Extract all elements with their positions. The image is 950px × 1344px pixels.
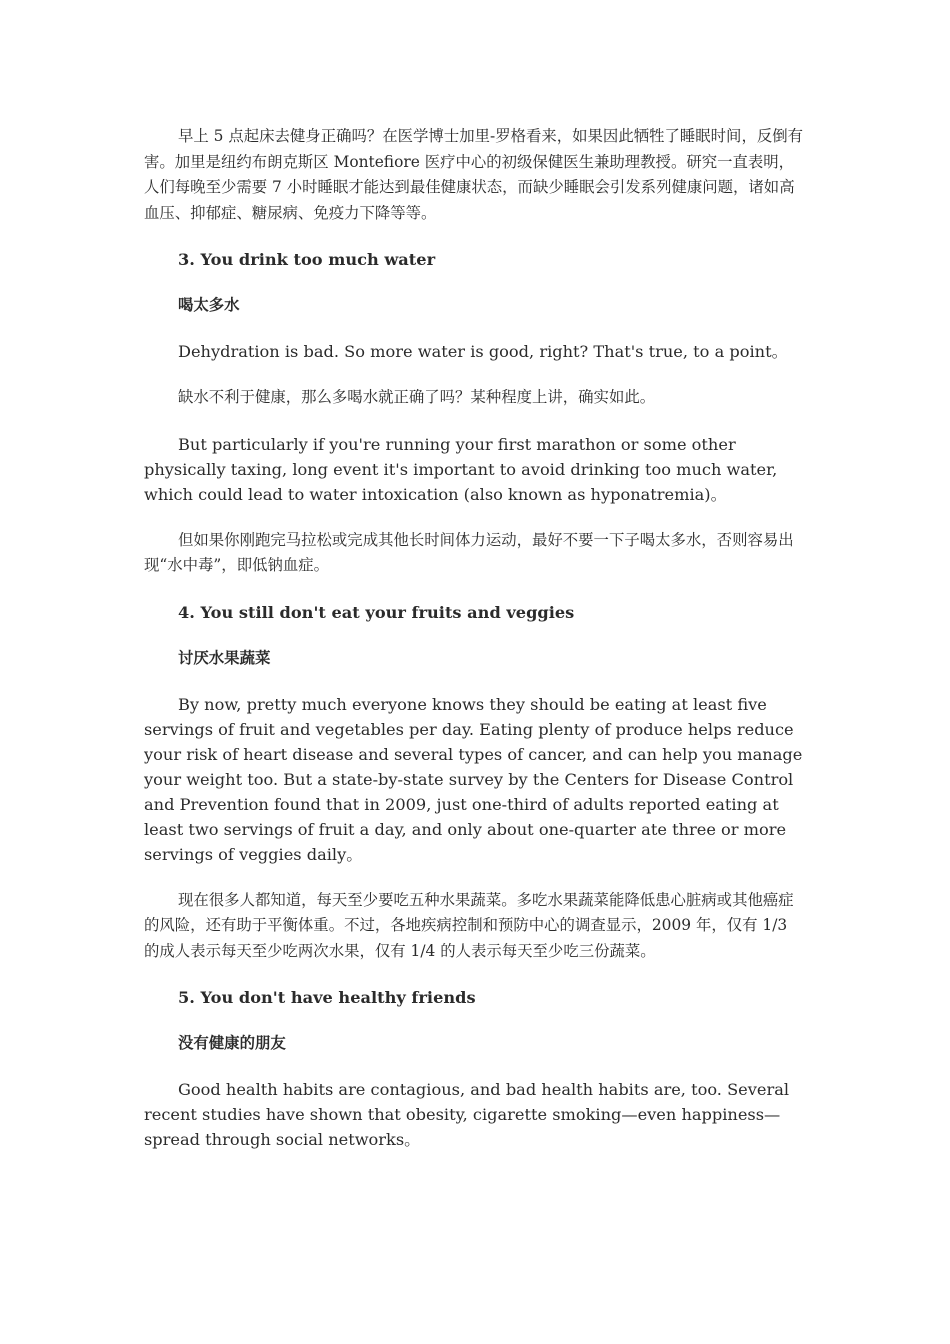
paragraph-healthy-friends-en: Good health habits are contagious, and bad health habits are, too. Several recent studies have shown that obesity, cigarette smoking—even happiness—spread through social networks。 xyxy=(144,1080,790,1149)
heading-healthy-friends: 5. You don't have healthy friends xyxy=(178,988,476,1007)
subheading-healthy-friends-zh: 没有健康的朋友 xyxy=(178,1034,286,1052)
heading-fruits-veggies: 4. You still don't eat your fruits and veggies xyxy=(178,602,575,622)
paragraph-dehydration-en: Dehydration is bad. So more water is good, right? That's true, to a point。 xyxy=(178,342,788,361)
paragraph-marathon-en: But particularly if you're running your first marathon or some other physically taxing, long event it's important to avoid drinking too much water, which could lead to water intoxication (also known as hyponatremia)。 xyxy=(144,434,778,504)
paragraph-marathon-zh: 但如果你刚跑完马拉松或完成其他长时间体力运动，最好不要一下子喝太多水，否则容易出现“水中毒”，即低钠血症。 xyxy=(144,530,794,574)
paragraph-fruits-veggies-zh: 现在很多人都知道，每天至少要吃五种水果蔬菜。多吃水果蔬菜能降低患心脏病或其他癌症的风险，还有助于平衡体重。不过，各地疾病控制和预防中心的调查显示，2009 年，仅有 1/3 的成人表示每天至少吃两次水果，仅有 1/4 的人表示每天至少吃三份蔬菜。 xyxy=(144,890,794,960)
heading-drink-too-much-water: 3. You drink too much water xyxy=(178,250,436,269)
document-page xyxy=(144,124,804,1152)
paragraph-fruits-veggies-en: By now, pretty much everyone knows they should be eating at least five servings of fruit and vegetables per day. Eating plenty of produce helps reduce your risk of heart disease and several types of cancer, and can help you manage your weight too. But a state-by-state survey by the Centers for Disease Control and Prevention found that in 2009, just one-third of adults reported eating at least two servings of fruit a day, and only about one-quarter ate three or more servings of veggies daily。 xyxy=(144,694,803,864)
subheading-fruits-veggies-zh: 讨厌水果蔬菜 xyxy=(178,648,271,667)
paragraph-dehydration-zh: 缺水不利于健康，那么多喝水就正确了吗？某种程度上讲，确实如此。 xyxy=(178,388,656,406)
subheading-drink-too-much-water-zh: 喝太多水 xyxy=(178,296,240,314)
paragraph-sleep-zh: 早上 5 点起床去健身正确吗？在医学博士加里-罗格看来，如果因此牺牲了睡眠时间，反倒有害。加里是纽约布朗克斯区 Montefiore 医疗中心的初级保健医生兼助理教授。研究一直表明，人们每晚至少需要 7 小时睡眠才能达到最佳健康状态，而缺少睡眠会引发系列健康问题，诸如高血压、抑郁症、糖尿病、免疫力下降等等。 xyxy=(144,127,804,222)
